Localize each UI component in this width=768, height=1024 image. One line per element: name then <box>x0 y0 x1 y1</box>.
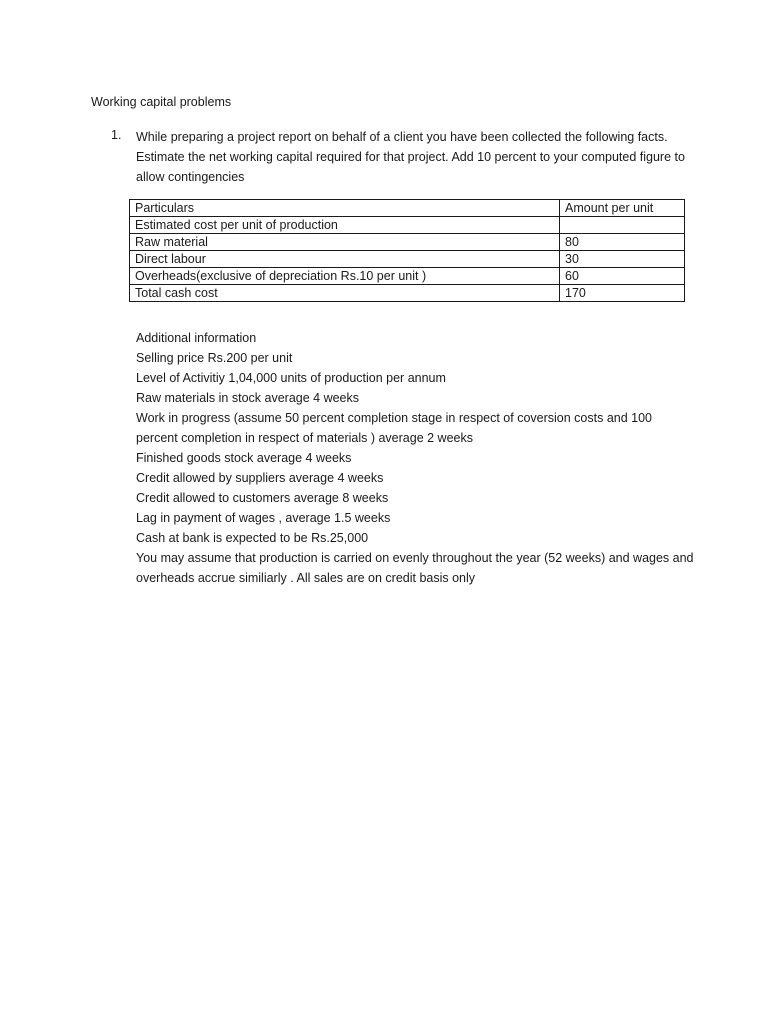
document-title: Working capital problems <box>91 95 232 109</box>
column-header-amount: Amount per unit <box>560 200 685 217</box>
problem-statement: While preparing a project report on behalf of a client you have been collected the following facts. Estimate the net working capital required for that project. Add 10 percent to your computed figure to allow contingencies <box>136 130 685 184</box>
cost-table <box>129 199 685 302</box>
table-cell: Raw material <box>130 234 560 251</box>
table-cell: 170 <box>560 285 685 302</box>
info-heading: Additional information <box>136 331 257 345</box>
table-cell <box>560 217 685 234</box>
list-item: Finished goods stock average 4 weeks <box>136 451 352 465</box>
table-cell: Estimated cost per unit of production <box>130 217 560 234</box>
additional-information-list <box>136 328 696 588</box>
table-cell: 60 <box>560 268 685 285</box>
list-item: Lag in payment of wages , average 1.5 weeks <box>136 511 391 525</box>
table-cell: Overheads(exclusive of depreciation Rs.10 per unit ) <box>130 268 560 285</box>
list-item: Cash at bank is expected to be Rs.25,000 <box>136 531 369 545</box>
list-item: Selling price Rs.200 per unit <box>136 351 293 365</box>
list-item: Credit allowed by suppliers average 4 weeks <box>136 471 384 485</box>
table-cell: Direct labour <box>130 251 560 268</box>
list-item: Raw materials in stock average 4 weeks <box>136 391 360 405</box>
table-row <box>130 234 685 251</box>
list-item: You may assume that production is carried on evenly throughout the year (52 weeks) and wages and overheads accrue similiarly . All sales are on credit basis only <box>136 551 694 585</box>
table-cell: 80 <box>560 234 685 251</box>
column-header-particulars: Particulars <box>130 200 560 217</box>
table-header-row <box>130 200 685 217</box>
list-item: Credit allowed to customers average 8 weeks <box>136 491 389 505</box>
table-cell: 30 <box>560 251 685 268</box>
table-row <box>130 217 685 234</box>
table-row <box>130 285 685 302</box>
table-cell: Total cash cost <box>130 285 560 302</box>
list-item-number: 1. <box>111 128 122 142</box>
table-row <box>130 251 685 268</box>
list-item: Level of Activitiy 1,04,000 units of production per annum <box>136 371 446 385</box>
table-row <box>130 268 685 285</box>
list-item: Work in progress (assume 50 percent completion stage in respect of coversion costs and 100 percent completion in respect of materials ) average 2 weeks <box>136 411 653 445</box>
